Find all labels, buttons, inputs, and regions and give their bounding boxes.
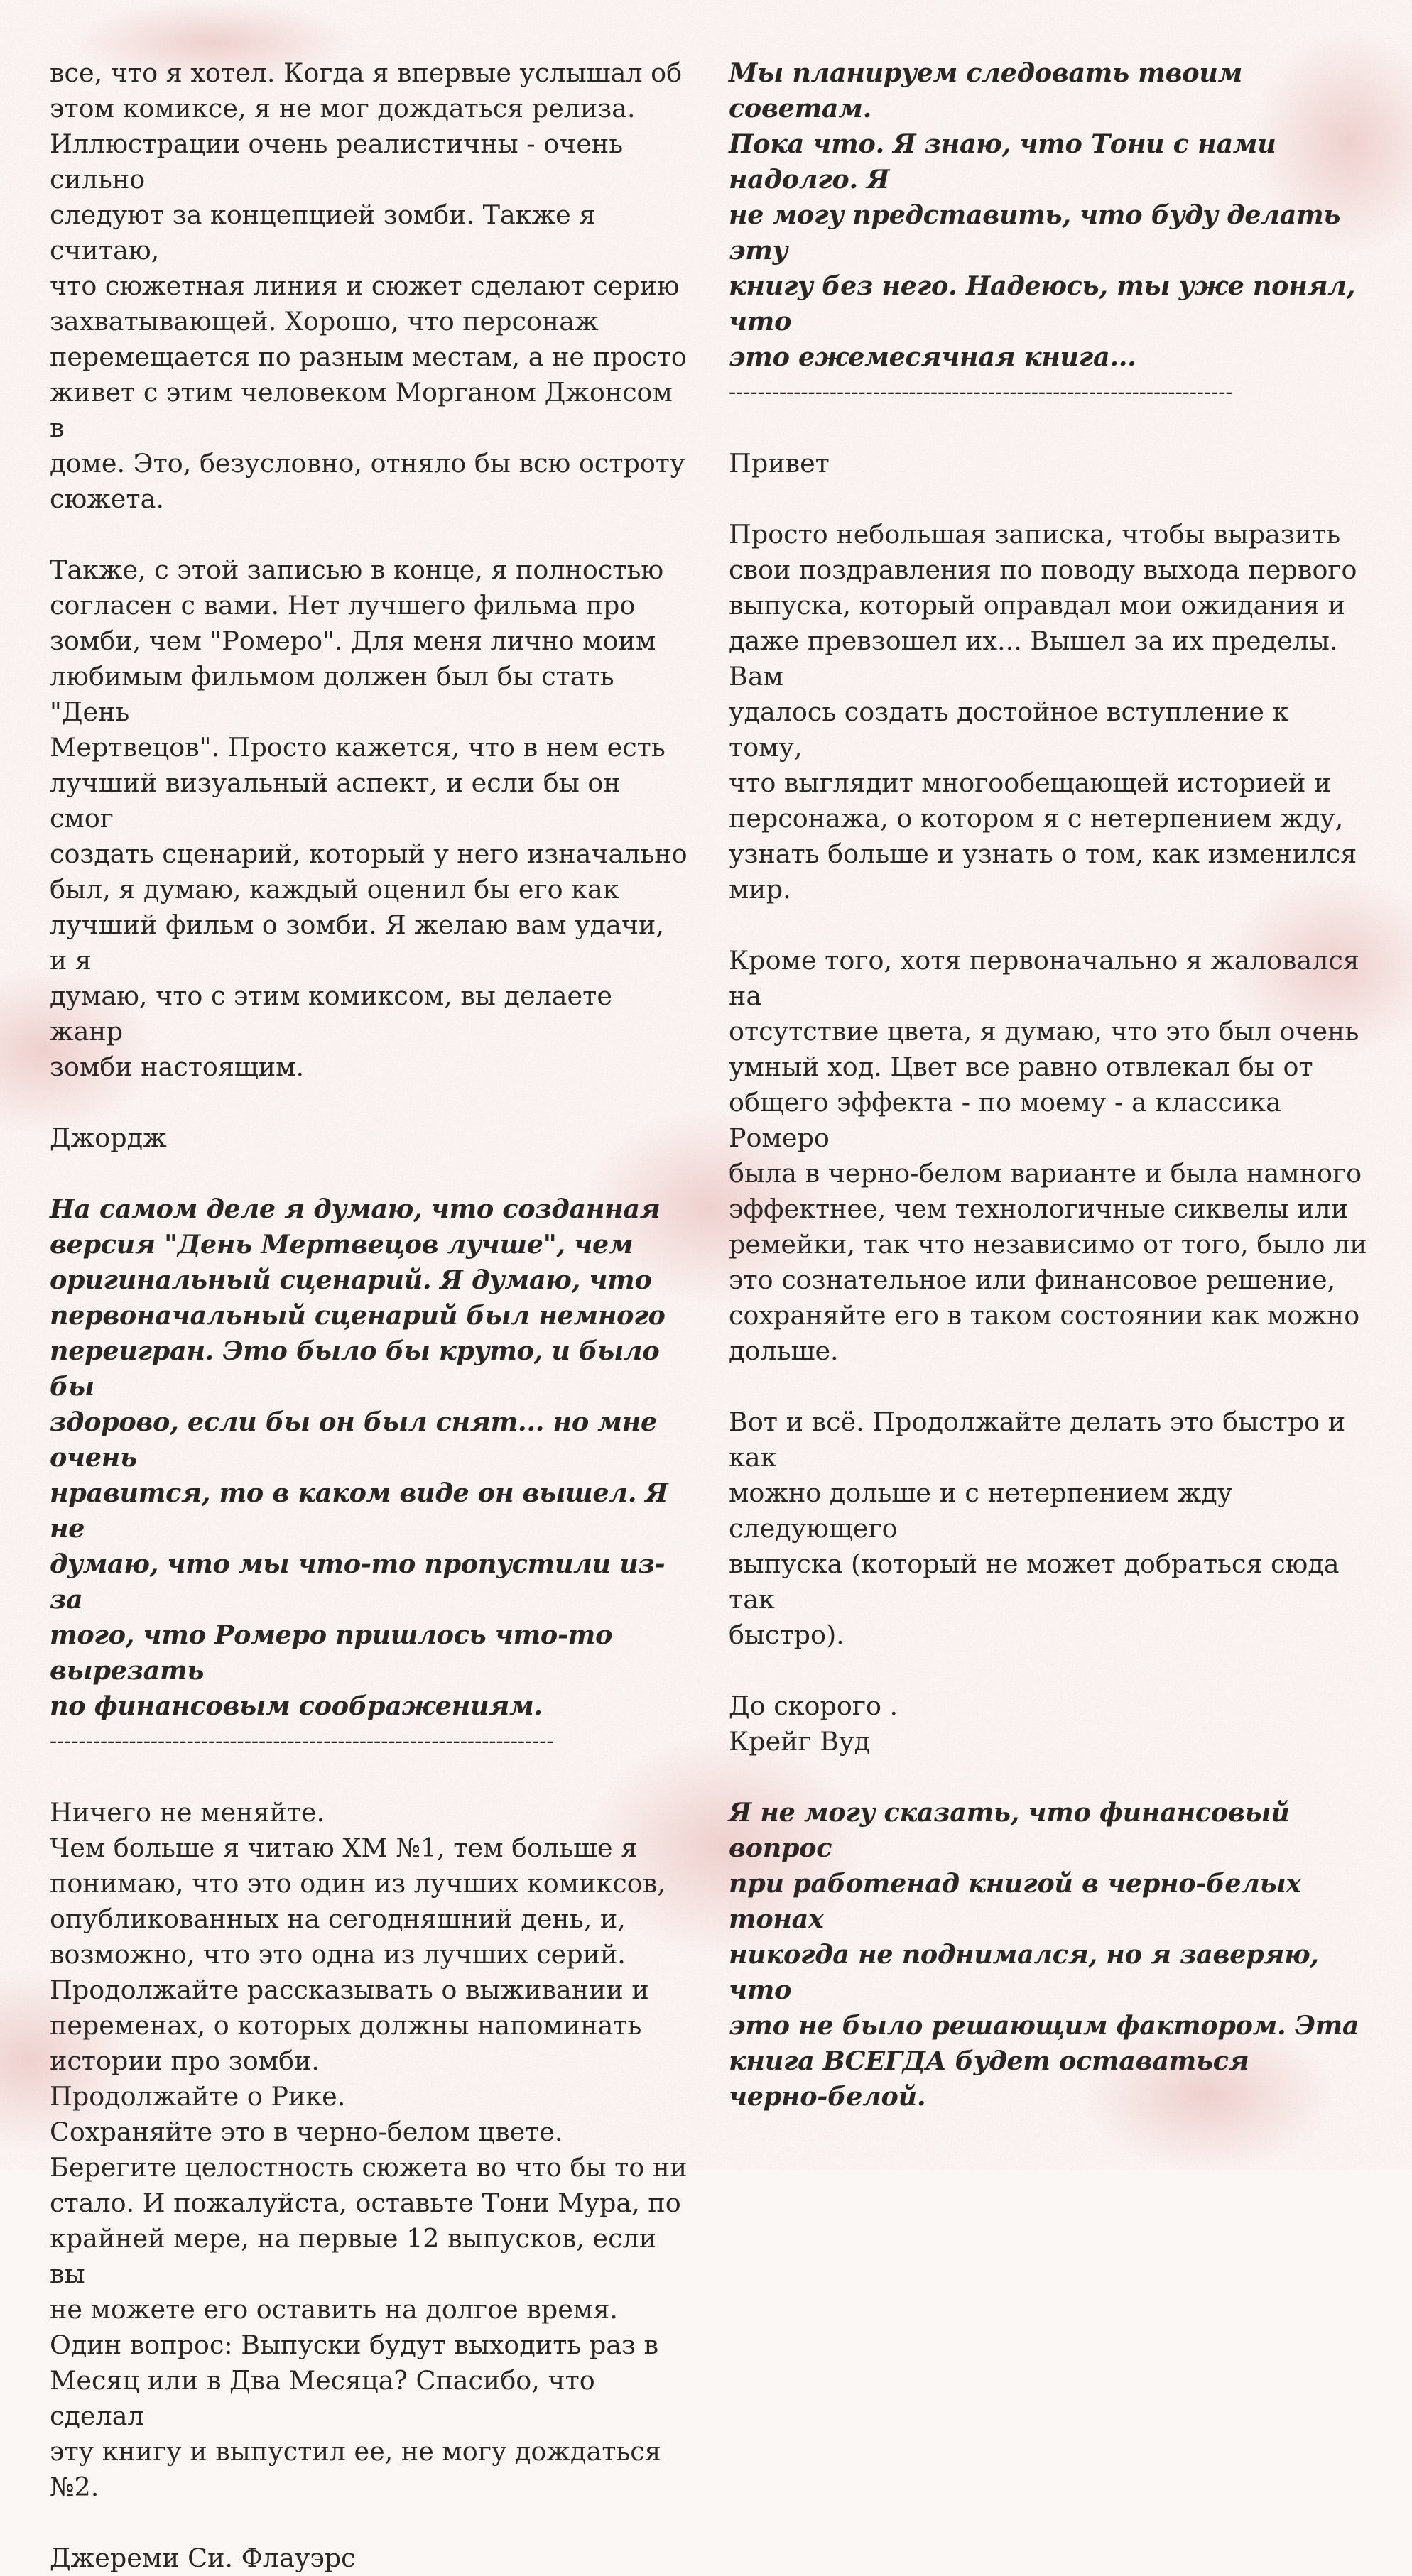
letter-paragraph: Вот и всё. Продолжайте делать это быстро и как можно дольше и с нетерпением жду следующего выпуска (который не может добраться сюда так быстро). [729, 1407, 1346, 1650]
section-separator: ---------------------------------------------------------------------- [50, 1729, 554, 1754]
letter-paragraph: все, что я хотел. Когда я впервые услышал об этом комиксе, я не мог дождаться релиза. Иллюстрации очень реалистичны - очень сильно следуют за концепцией зомби. Также я считаю, что сюжетная линия и сюжет сделают серию захватывающей. Хорошо, что персонаж перемещается по разным местам, а не просто живет с этим человеком Морганом Джонсом в доме. Это, безусловно, отняло бы всю остроту сюжета. [50, 58, 687, 514]
letter-greeting: Привет [729, 448, 830, 479]
editor-reply: Мы планируем следовать твоим советам. Пока что. Я знаю, что Тони с нами надолго. Я не могу представить, что буду делать эту книгу без него. Надеюсь, ты уже понял, что это ежемесячная книга... [729, 58, 1356, 372]
letter-paragraph: Просто небольшая записка, чтобы выразить свои поздравления по поводу выхода первого выпуска, который оправдал мои ожидания и даже превзошел их... Вышел за их пределы. Вам удалось создать достойное вступление к тому, что выглядит многообещающей историей и персонажа, о котором я с нетерпением жду, узнать больше и узнать о том, как изменился мир. [729, 519, 1357, 905]
editor-reply: Я не могу сказать, что финансовый вопрос при работенад книгой в черно-белых тонах никогда не поднимался, но я заверяю, что это не было решающим фактором. Эта книга ВСЕГДА будет оставаться черно-белой. [729, 1797, 1359, 2112]
letter-paragraph: Также, с этой записью в конце, я полностью согласен с вами. Нет лучшего фильма про зомби, чем "Ромеро". Для меня лично моим любимым фильмом должен был бы стать "День Мертвецов". Просто кажется, что в нем есть лучший визуальный аспект, и если бы он смог создать сценарий, который у него изначально был, я думаю, каждый оценил бы его как лучший фильм о зомби. Я желаю вам удачи, и я думаю, что с этим комиксом, вы делаете жанр зомби настоящим. [50, 555, 688, 1082]
letter-signature: Джордж [50, 1123, 167, 1153]
letter-paragraph: Кроме того, хотя первоначально я жаловался на отсутствие цвета, я думаю, что это был очень умный ход. Цвет все равно отвлекал бы от общего эффекта - по моему - а классика Ромеро была в черно-белом варианте и была намного эффектнее, чем технологичные сиквелы или ремейки, так что независимо от того, было ли это сознательное или финансовое решение, сохраняйте его в таком состоянии как можно дольше. [729, 945, 1367, 1366]
section-separator: ---------------------------------------------------------------------- [729, 380, 1233, 405]
left-column [50, 55, 689, 2576]
editor-reply: На самом деле я думаю, что созданная версия "День Мертвецов лучше", чем оригинальный сценарий. Я думаю, что первоначальный сценарий был немного переигран. Это было бы круто, и было бы здорово, если бы он был снят... но мне очень нравится, то в каком виде он вышел. Я не думаю, что мы что-то пропустили из-за того, что Ромеро пришлось что-то вырезать по финансовым соображениям. [50, 1194, 668, 1721]
letter-closing: До скорого . Крейг Вуд [729, 1691, 898, 1757]
letter-signature: Джереми Си. Флауэрс [50, 2543, 356, 2573]
letter-paragraph: Ничего не меняйте. Чем больше я читаю ХМ №1, тем больше я понимаю, что это один из лучших комиксов, опубликованных на сегодняшний день, и, возможно, что это одна из лучших серий. Продолжайте рассказывать о выживании и переменах, о которых должны напоминать истории про зомби. Продолжайте о Рике. Сохраняйте это в черно-белом цвете. Берегите целостность сюжета во что бы то ни стало. И пожалуйста, оставьте Тони Мура, по крайней мере, на первые 12 выпусков, если вы не можете его оставить на долгое время. Один вопрос: Выпуски будут выходить раз в Месяц или в Два Месяца? Спасибо, что сделал эту книгу и выпустил ее, не могу дождаться №2. [50, 1797, 688, 2502]
right-column [729, 55, 1368, 2114]
